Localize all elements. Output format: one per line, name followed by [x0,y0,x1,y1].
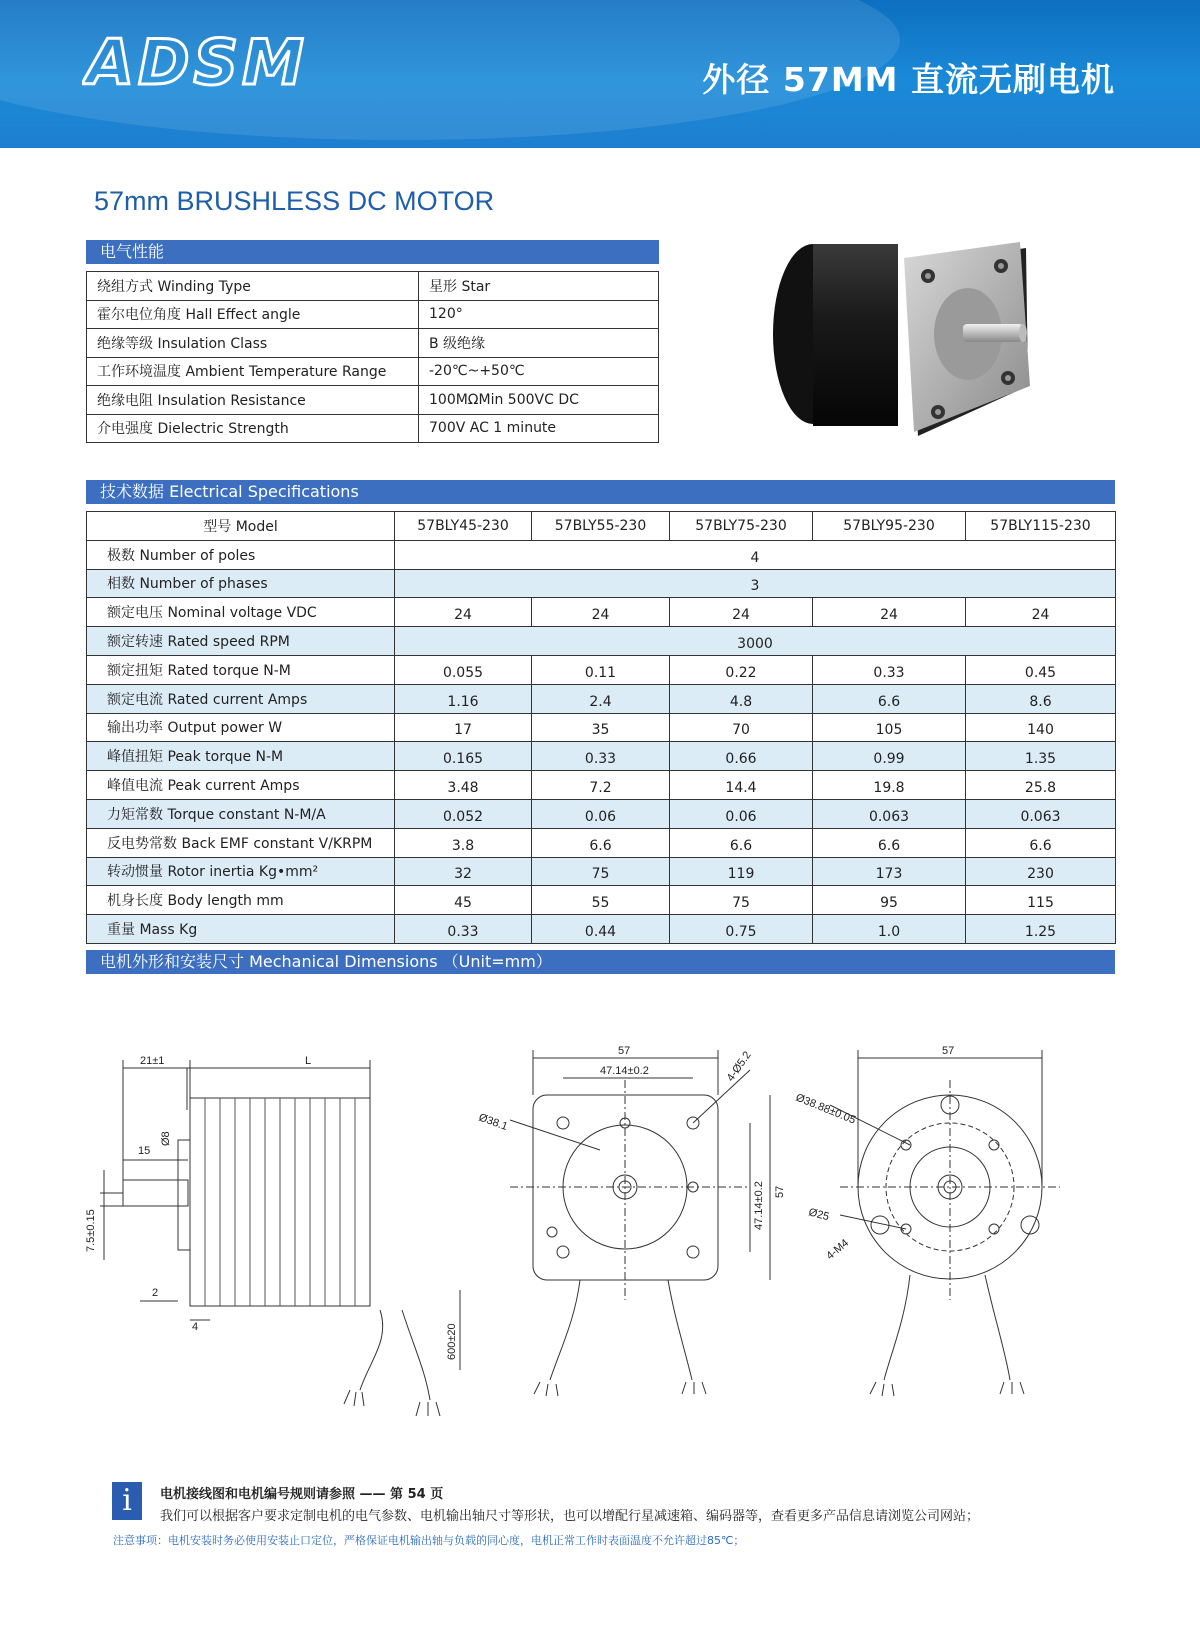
model-header: 型号 Model [87,512,395,541]
dim-label: Ø38.1 [476,1111,510,1134]
spec-value: 24 [395,598,532,627]
spec-value: 0.45 [966,655,1116,684]
electrical-value: 120° [419,300,659,329]
spec-label: 额定扭矩 Rated torque N-M [87,655,395,684]
spec-row [87,799,1116,828]
spec-row [87,771,1116,800]
spec-value: 140 [966,713,1116,742]
spec-value: 24 [532,598,670,627]
spec-label: 额定转速 Rated speed RPM [87,627,395,656]
electrical-value: B 级绝缘 [419,329,659,358]
dim-label: 57 [942,1045,955,1057]
spec-value: 8.6 [966,684,1116,713]
spec-value: 0.33 [395,915,532,944]
side-view-labels [85,1055,458,1360]
spec-value: 6.6 [813,684,966,713]
spec-value: 115 [966,886,1116,915]
electrical-row [87,386,659,415]
spec-value: 1.25 [966,915,1116,944]
spec-row-poles [87,540,1116,569]
spec-row [87,684,1116,713]
dim-label: 15 [138,1145,151,1157]
spec-value: 55 [532,886,670,915]
spec-value: 17 [395,713,532,742]
motor-photo [758,236,1048,454]
spec-row [87,857,1116,886]
electrical-label: 绝缘电阻 Insulation Resistance [87,386,419,415]
spec-row-phases [87,569,1116,598]
spec-label: 极数 Number of poles [87,540,395,569]
section-bar-mechanical: 电机外形和安装尺寸 Mechanical Dimensions （Unit=mm） [86,950,1115,974]
spec-label: 输出功率 Output power W [87,713,395,742]
spec-value: 3.48 [395,771,532,800]
dim-label: 21±1 [140,1055,165,1067]
dim-label: L [305,1055,312,1067]
dim-label: 2 [152,1287,159,1299]
spec-value: 0.33 [532,742,670,771]
spec-row-speed [87,627,1116,656]
spec-value: 173 [813,857,966,886]
spec-value: 0.06 [532,799,670,828]
spec-label: 力矩常数 Torque constant N-M/A [87,799,395,828]
dim-label: 47.14±0.2 [753,1181,765,1230]
spec-value: 0.055 [395,655,532,684]
spec-value: 0.66 [670,742,813,771]
electrical-label: 霍尔电位角度 Hall Effect angle [87,300,419,329]
dim-label: 600±20 [446,1323,458,1360]
spec-value: 0.11 [532,655,670,684]
spec-value: 230 [966,857,1116,886]
spec-label: 相数 Number of phases [87,569,395,598]
electrical-row [87,272,659,301]
spec-value: 7.2 [532,771,670,800]
electrical-value: 700V AC 1 minute [419,414,659,443]
side-view-drawing [100,1060,460,1416]
spec-value: 45 [395,886,532,915]
dim-label: 57 [618,1045,631,1057]
electrical-row [87,329,659,358]
spec-value: 75 [532,857,670,886]
spec-value: 4 [395,540,1116,569]
model-name: 57BLY75-230 [670,512,813,541]
spec-header-row [87,512,1116,541]
model-name: 57BLY45-230 [395,512,532,541]
spec-value: 105 [813,713,966,742]
spec-value: 0.99 [813,742,966,771]
spec-value: 0.063 [966,799,1116,828]
spec-value: 4.8 [670,684,813,713]
spec-label: 额定电流 Rated current Amps [87,684,395,713]
spec-row [87,742,1116,771]
spec-label: 峰值电流 Peak current Amps [87,771,395,800]
spec-row [87,886,1116,915]
dim-label: 57 [774,1185,786,1198]
spec-table [86,511,1116,944]
spec-value: 0.06 [670,799,813,828]
page-header [0,0,1200,148]
dim-label: Ø8 [160,1131,172,1146]
spec-value: 24 [813,598,966,627]
spec-value: 14.4 [670,771,813,800]
spec-label: 反电势常数 Back EMF constant V/KRPM [87,828,395,857]
dim-label: Ø25 [807,1206,831,1224]
spec-value: 6.6 [670,828,813,857]
spec-value: 75 [670,886,813,915]
mechanical-drawings [80,1020,1160,1420]
front-view-labels [477,1045,786,1230]
spec-label: 机身长度 Body length mm [87,886,395,915]
dim-label: 4-Ø5.2 [724,1049,754,1084]
electrical-row [87,414,659,443]
spec-value: 1.0 [813,915,966,944]
header-title: 外径 57MM 直流无刷电机 [702,60,1115,99]
spec-value: 3 [395,569,1116,598]
spec-label: 峰值扭矩 Peak torque N-M [87,742,395,771]
section-bar-specs: 技术数据 Electrical Specifications [86,480,1115,504]
electrical-value: 100MΩMin 500VC DC [419,386,659,415]
electrical-label: 绝缘等级 Insulation Class [87,329,419,358]
spec-value: 6.6 [966,828,1116,857]
logo-text: ADSM [86,28,308,94]
dim-label: 47.14±0.2 [600,1065,649,1077]
spec-value: 0.75 [670,915,813,944]
spec-value: 1.16 [395,684,532,713]
spec-value: 0.44 [532,915,670,944]
electrical-label: 工作环境温度 Ambient Temperature Range [87,357,419,386]
dim-label: Ø38.88±0.05 [793,1091,858,1127]
page-title: 57mm BRUSHLESS DC MOTOR [94,186,495,216]
electrical-value: 星形 Star [419,272,659,301]
dim-label: 4-M4 [824,1236,852,1263]
spec-row [87,828,1116,857]
rear-view-labels [794,1045,954,1262]
spec-value: 0.052 [395,799,532,828]
electrical-value: -20℃~+50℃ [419,357,659,386]
spec-value: 0.33 [813,655,966,684]
spec-value: 3000 [395,627,1116,656]
model-name: 57BLY115-230 [966,512,1116,541]
spec-value: 24 [670,598,813,627]
electrical-table [86,271,659,443]
spec-label: 重量 Mass Kg [87,915,395,944]
footer-customization: 我们可以根据客户要求定制电机的电气参数、电机输出轴尺寸等形状，也可以增配行星减速箱、编码器等，查看更多产品信息请浏览公司网站； [160,1509,980,1524]
spec-value: 6.6 [813,828,966,857]
dim-label: 7.5±0.15 [85,1209,97,1252]
spec-value: 2.4 [532,684,670,713]
spec-value: 1.35 [966,742,1116,771]
model-name: 57BLY55-230 [532,512,670,541]
spec-value: 95 [813,886,966,915]
spec-value: 0.22 [670,655,813,684]
spec-value: 70 [670,713,813,742]
rear-view-drawing [830,1050,1060,1396]
spec-value: 25.8 [966,771,1116,800]
dim-label: 4 [192,1321,199,1333]
spec-value: 3.8 [395,828,532,857]
front-view-drawing [510,1050,770,1396]
footer-note: 注意事项：电机安装时务必使用安装止口定位，严格保证电机输出轴与负载的同心度，电机正常工作时表面温度不允许超过85℃； [113,1534,745,1547]
spec-value: 0.165 [395,742,532,771]
spec-row [87,713,1116,742]
spec-value: 32 [395,857,532,886]
electrical-row [87,357,659,386]
section-bar-electrical: 电气性能 [86,240,659,264]
spec-value: 35 [532,713,670,742]
info-icon: i [112,1482,142,1520]
footer-reference: 电机接线图和电机编号规则请参照 —— 第 54 页 [160,1487,444,1502]
spec-label: 转动惯量 Rotor inertia Kg•mm² [87,857,395,886]
electrical-label: 绕组方式 Winding Type [87,272,419,301]
spec-value: 0.063 [813,799,966,828]
spec-label: 额定电压 Nominal voltage VDC [87,598,395,627]
electrical-row [87,300,659,329]
spec-value: 19.8 [813,771,966,800]
spec-value: 119 [670,857,813,886]
model-name: 57BLY95-230 [813,512,966,541]
spec-row [87,915,1116,944]
spec-row [87,655,1116,684]
adsm-logo [82,28,382,94]
spec-value: 6.6 [532,828,670,857]
spec-row-voltage [87,598,1116,627]
spec-value: 24 [966,598,1116,627]
electrical-label: 介电强度 Dielectric Strength [87,414,419,443]
